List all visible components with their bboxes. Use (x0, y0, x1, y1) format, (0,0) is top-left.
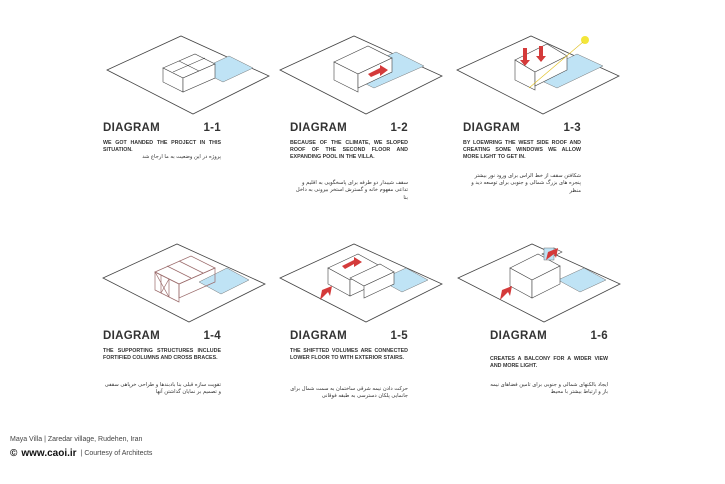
iso-drawing-1-4 (99, 238, 269, 328)
diagram-panel-1-5 (290, 238, 450, 408)
diagram-label: DIAGRAM (463, 122, 521, 134)
diagram-title (103, 330, 221, 342)
diagram-label: DIAGRAM (490, 330, 548, 342)
diagram-title (463, 122, 581, 134)
diagram-number: 1-3 (563, 122, 581, 134)
diagram-panel-1-2 (290, 30, 450, 200)
diagram-panel-1-4 (103, 238, 263, 408)
iso-drawing-1-2 (276, 30, 446, 120)
diagram-panel-1-3 (463, 30, 623, 200)
iso-drawing-1-1 (103, 30, 273, 120)
iso-drawing-1-5 (276, 238, 446, 328)
project-caption: Maya Villa | Zaredar village, Rudehen, Iran (10, 436, 143, 443)
diagram-label: DIAGRAM (290, 330, 348, 342)
diagram-number: 1-1 (203, 122, 221, 134)
diagram-number: 1-5 (390, 330, 408, 342)
diagram-caption-en: BECAUSE OF THE CLIMATE, WE SLOPED ROOF OF THE SECOND FLOOR AND EXPANDING POOL IN THE VILLA. (290, 140, 408, 161)
diagram-title (290, 122, 408, 134)
diagram-panel-1-1 (103, 30, 263, 200)
diagram-caption-fa: شکافتن سقف از خط الراس برای ورود نور بیشتر پنجره های بزرگ شمالی و جنوبی برای توسعه دید و منظر (471, 173, 581, 194)
diagram-caption-en: BY LOEWRING THE WEST SIDE ROOF AND CREATING SOME WINDOWS WE ALLOW MORE LIGHT TO GET IN. (463, 140, 581, 161)
credit-line (10, 448, 152, 459)
iso-drawing-1-6 (454, 238, 624, 328)
diagram-title (290, 330, 408, 342)
diagram-caption-fa: پروژه در این وضعیت به ما ارجاع شد (142, 154, 221, 160)
diagram-number: 1-2 (390, 122, 408, 134)
copyright-icon: © (10, 448, 18, 459)
diagram-caption-fa: حرکت دادن نیمه شرقی ساختمان به سمت شمال برای جانمایی پلکان دسترسی به طبقه فوقانی (290, 386, 408, 400)
diagram-title (103, 122, 221, 134)
website-link[interactable]: www.caoi.ir (21, 448, 77, 459)
diagram-label: DIAGRAM (103, 122, 161, 134)
diagram-caption-en: THE SUPPORTING STRUCTURES INCLUDE FORTIFIED COLUMNS AND CROSS BRACES. (103, 348, 221, 362)
diagram-number: 1-6 (590, 330, 608, 342)
diagram-panel-1-6 (490, 238, 650, 408)
diagram-caption-en: THE SHIFTTED VOLUMES ARE CONNECTED LOWER FLOOR TO WITH EXTERIOR STAIRS. (290, 348, 408, 362)
diagram-caption-en: CREATES A BALCONY FOR A WIDER VIEW AND MORE LIGHT. (490, 356, 608, 370)
diagram-caption-en: WE GOT HANDED THE PROJECT IN THIS SITUATION. (103, 140, 221, 154)
diagram-number: 1-4 (203, 330, 221, 342)
diagram-label: DIAGRAM (103, 330, 161, 342)
courtesy-text: | Courtesy of Architects (80, 450, 153, 457)
diagram-title (490, 330, 608, 342)
diagram-caption-fa: تقویت سازه قبلی بنا بادبندها و طراحی خرپاهی سقفی و تصمیم بر نمایان گذاشتن آنها (104, 382, 221, 396)
diagram-caption-fa: سقف شیبدار دو طرفه برای پاسخگویی به اقلیم و تداعی مفهوم خانه و گسترش استخر بیرونی به داخل بنا (295, 180, 408, 201)
iso-drawing-1-3 (453, 30, 623, 120)
diagram-caption-fa: ایجاد بالکنهای شمالی و جنوبی برای تامین فضاهای نیمه باز و ارتباط بیشتر با محیط (490, 382, 608, 396)
diagram-label: DIAGRAM (290, 122, 348, 134)
